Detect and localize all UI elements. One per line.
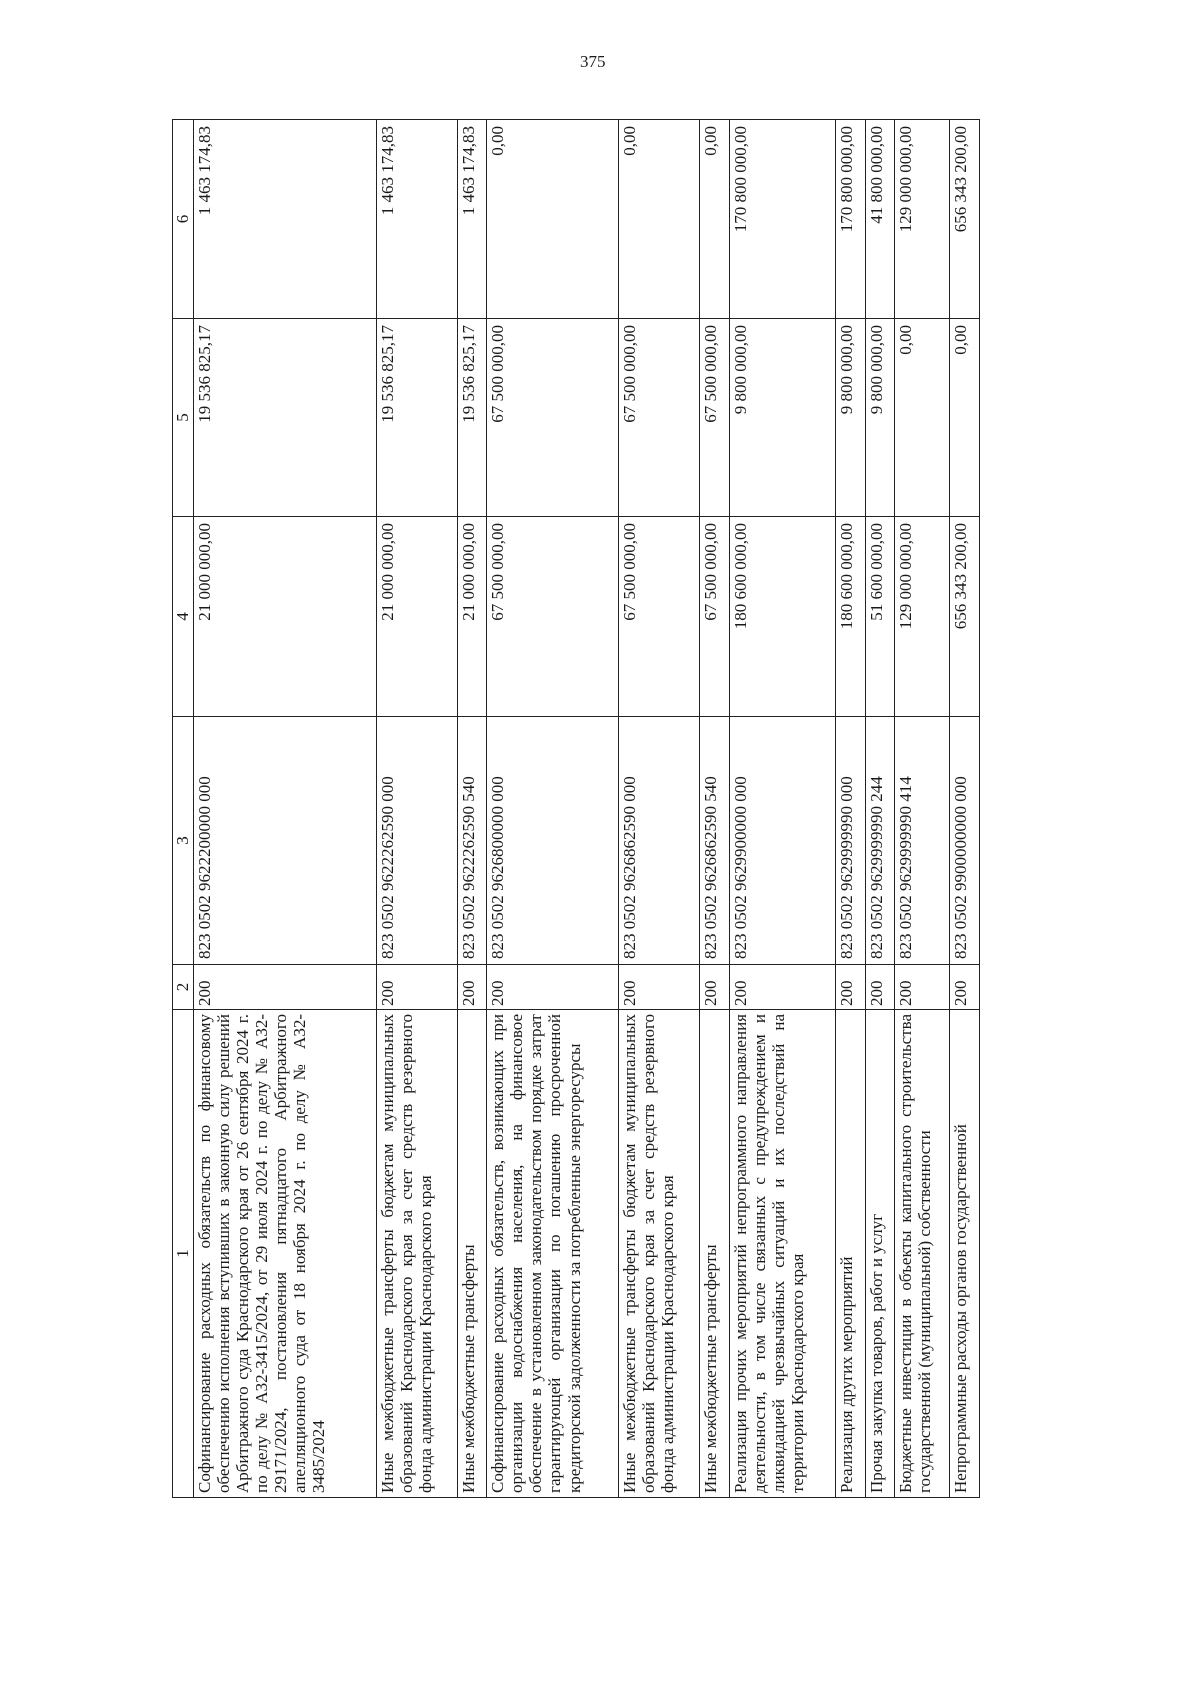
row-classification-code: 823 0502 9622262590 540 (457, 717, 487, 965)
row-amount-col4: 21 000 000,00 (194, 517, 377, 717)
row-admin-code: 200 (457, 965, 487, 1010)
row-admin-code: 200 (487, 965, 619, 1010)
row-amount-col6: 1 463 174,83 (377, 120, 458, 319)
column-header-2: 2 (173, 965, 194, 1010)
row-amount-col4: 67 500 000,00 (619, 517, 700, 717)
row-amount-col5: 0,00 (950, 319, 980, 517)
row-description: Иные межбюджетные трансферты бюджетам муниципальных образований Краснодарского края за счет средств резервного фонда администрации Краснодарского края (619, 1010, 700, 1498)
row-amount-col4: 21 000 000,00 (457, 517, 487, 717)
row-amount-col5: 9 800 000,00 (835, 319, 865, 517)
row-description: Софинансирование расходных обязательств, возникающих при организации водоснабжения населения, на финансовое обеспечение в установленном законодательством порядке затрат гарантирующей организации по погашению просроченной кредиторской задолженности за потребленные энергоресурсы (487, 1010, 619, 1498)
row-classification-code: 823 0502 9622200000 000 (194, 717, 377, 965)
row-amount-col4: 180 600 000,00 (729, 517, 835, 717)
column-header-4: 4 (173, 517, 194, 717)
table-row (377, 120, 458, 1498)
row-description: Иные межбюджетные трансферты (457, 1010, 487, 1498)
row-amount-col6: 0,00 (700, 120, 730, 319)
row-amount-col6: 170 800 000,00 (729, 120, 835, 319)
row-description: Бюджетные инвестиции в объекты капитального строительства государственной (муниципальной) собственности (895, 1010, 950, 1498)
row-admin-code: 200 (729, 965, 835, 1010)
column-header-6: 6 (173, 120, 194, 319)
row-amount-col5: 19 536 825,17 (457, 319, 487, 517)
row-amount-col6: 0,00 (619, 120, 700, 319)
row-description: Иные межбюджетные трансферты бюджетам муниципальных образований Краснодарского края за счет средств резервного фонда администрации Краснодарского края (377, 1010, 458, 1498)
row-classification-code: 823 0502 9629999990 000 (835, 717, 865, 965)
row-admin-code: 200 (377, 965, 458, 1010)
budget-table (172, 119, 980, 1498)
row-classification-code: 823 0502 9626862590 540 (700, 717, 730, 965)
row-amount-col6: 0,00 (487, 120, 619, 319)
row-amount-col6: 129 000 000,00 (895, 120, 950, 319)
table-row (487, 120, 619, 1498)
row-admin-code: 200 (895, 965, 950, 1010)
row-amount-col4: 129 000 000,00 (895, 517, 950, 717)
table-body (194, 120, 980, 1498)
table-row (729, 120, 835, 1498)
row-description: Непрограммные расходы органов государственной (950, 1010, 980, 1498)
row-classification-code: 823 0502 9626800000 000 (487, 717, 619, 965)
row-classification-code: 823 0502 9629999990 414 (895, 717, 950, 965)
row-classification-code: 823 0502 9626862590 000 (619, 717, 700, 965)
header-row (173, 120, 194, 1498)
row-amount-col4: 21 000 000,00 (377, 517, 458, 717)
row-amount-col4: 656 343 200,00 (950, 517, 980, 717)
table-row (865, 120, 895, 1498)
column-header-3: 3 (173, 717, 194, 965)
row-amount-col5: 9 800 000,00 (865, 319, 895, 517)
row-amount-col6: 170 800 000,00 (835, 120, 865, 319)
row-amount-col5: 19 536 825,17 (377, 319, 458, 517)
column-header-1: 1 (173, 1010, 194, 1498)
row-amount-col5: 67 500 000,00 (700, 319, 730, 517)
row-admin-code: 200 (950, 965, 980, 1010)
page-number: 375 (580, 52, 606, 71)
row-description: Реализация прочих мероприятий непрограммного направления деятельности, в том числе связанных с предупреждением и ликвидацией чрезвычайных ситуаций и их последствий на территории Краснодарского края (729, 1010, 835, 1498)
row-admin-code: 200 (835, 965, 865, 1010)
table-row (835, 120, 865, 1498)
row-description: Реализация других мероприятий (835, 1010, 865, 1498)
row-classification-code: 823 0502 9629999990 244 (865, 717, 895, 965)
table-row (619, 120, 700, 1498)
table-row (895, 120, 950, 1498)
table-row (194, 120, 377, 1498)
row-classification-code: 823 0502 9622262590 000 (377, 717, 458, 965)
row-admin-code: 200 (194, 965, 377, 1010)
row-amount-col4: 180 600 000,00 (835, 517, 865, 717)
row-amount-col4: 67 500 000,00 (700, 517, 730, 717)
column-header-5: 5 (173, 319, 194, 517)
row-classification-code: 823 0502 9629900000 000 (729, 717, 835, 965)
row-classification-code: 823 0502 9900000000 000 (950, 717, 980, 965)
row-amount-col5: 0,00 (895, 319, 950, 517)
row-amount-col5: 67 500 000,00 (487, 319, 619, 517)
table-row (457, 120, 487, 1498)
row-amount-col6: 1 463 174,83 (457, 120, 487, 319)
row-amount-col6: 656 343 200,00 (950, 120, 980, 319)
row-amount-col5: 9 800 000,00 (729, 319, 835, 517)
row-amount-col6: 41 800 000,00 (865, 120, 895, 319)
row-amount-col5: 19 536 825,17 (194, 319, 377, 517)
table-row (950, 120, 980, 1498)
table-row (700, 120, 730, 1498)
row-description: Софинансирование расходных обязательств по финансовому обеспечению исполнения вступивших в законную силу решений Арбитражного суда Краснодарского края от 26 сентября 2024 г. по делу № А32-3415/2024, от 29 июля 2024 г. по делу № А32-29171/2024, постановления пятнадцатого Арбитражного апелляционного суда от 18 ноября 2024 г. по делу № А32-3485/2024 (194, 1010, 377, 1498)
row-admin-code: 200 (700, 965, 730, 1010)
row-admin-code: 200 (619, 965, 700, 1010)
row-amount-col5: 67 500 000,00 (619, 319, 700, 517)
row-amount-col6: 1 463 174,83 (194, 120, 377, 319)
row-amount-col4: 51 600 000,00 (865, 517, 895, 717)
row-admin-code: 200 (865, 965, 895, 1010)
row-description: Прочая закупка товаров, работ и услуг (865, 1010, 895, 1498)
rotated-table-container (172, 120, 980, 1498)
row-amount-col4: 67 500 000,00 (487, 517, 619, 717)
row-description: Иные межбюджетные трансферты (700, 1010, 730, 1498)
